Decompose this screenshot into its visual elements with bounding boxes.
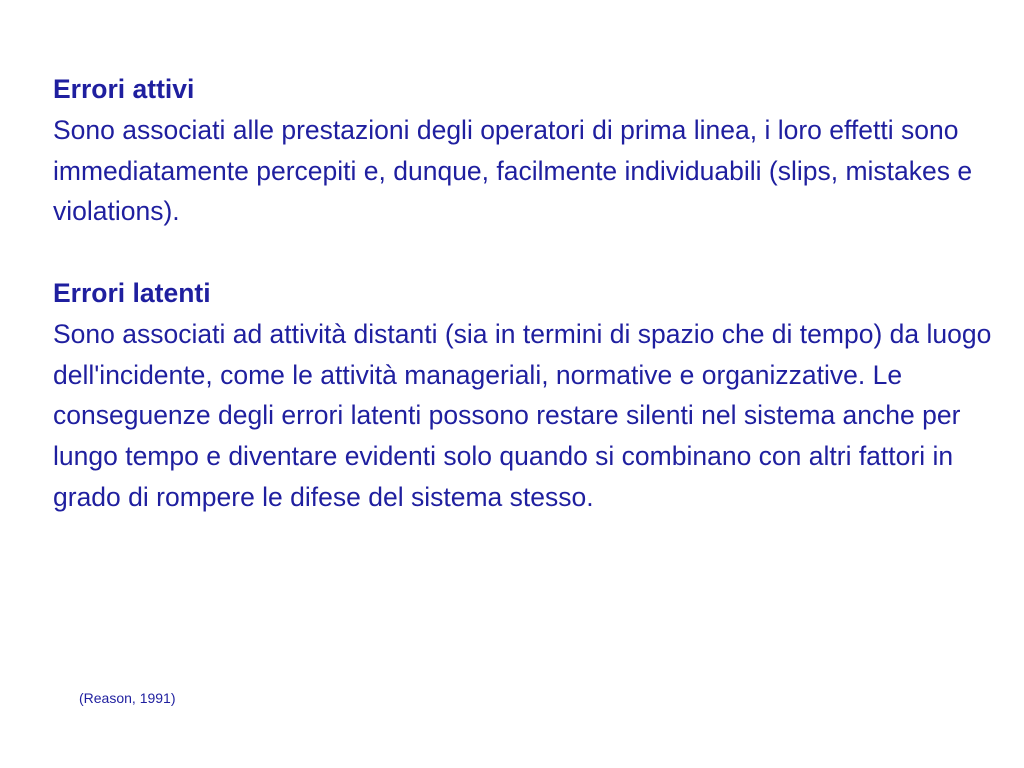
heading-errori-attivi: Errori attivi (53, 74, 195, 104)
slide-content (53, 69, 993, 518)
paragraph-errori-attivi: Sono associati alle prestazioni degli operatori di prima linea, i loro effetti sono immediatamente percepiti e, dunque, facilmente individuabili (slips, mistakes e violations). (53, 114, 973, 227)
citation: (Reason, 1991) (79, 690, 176, 706)
heading-errori-latenti: Errori latenti (53, 277, 211, 308)
paragraph-errori-latenti: Sono associati ad attività distanti (sia in termini di spazio che di tempo) da luogo dell'incidente, come le attività manageriali, normative e organizzative. Le conseguenze degli errori latenti possono restare silenti nel sistema anche per lungo tempo e diventare evidenti solo quando si combinano con altri fattori in grado di rompere le difese del sistema stesso. (53, 318, 992, 512)
section-spacer (53, 232, 993, 273)
